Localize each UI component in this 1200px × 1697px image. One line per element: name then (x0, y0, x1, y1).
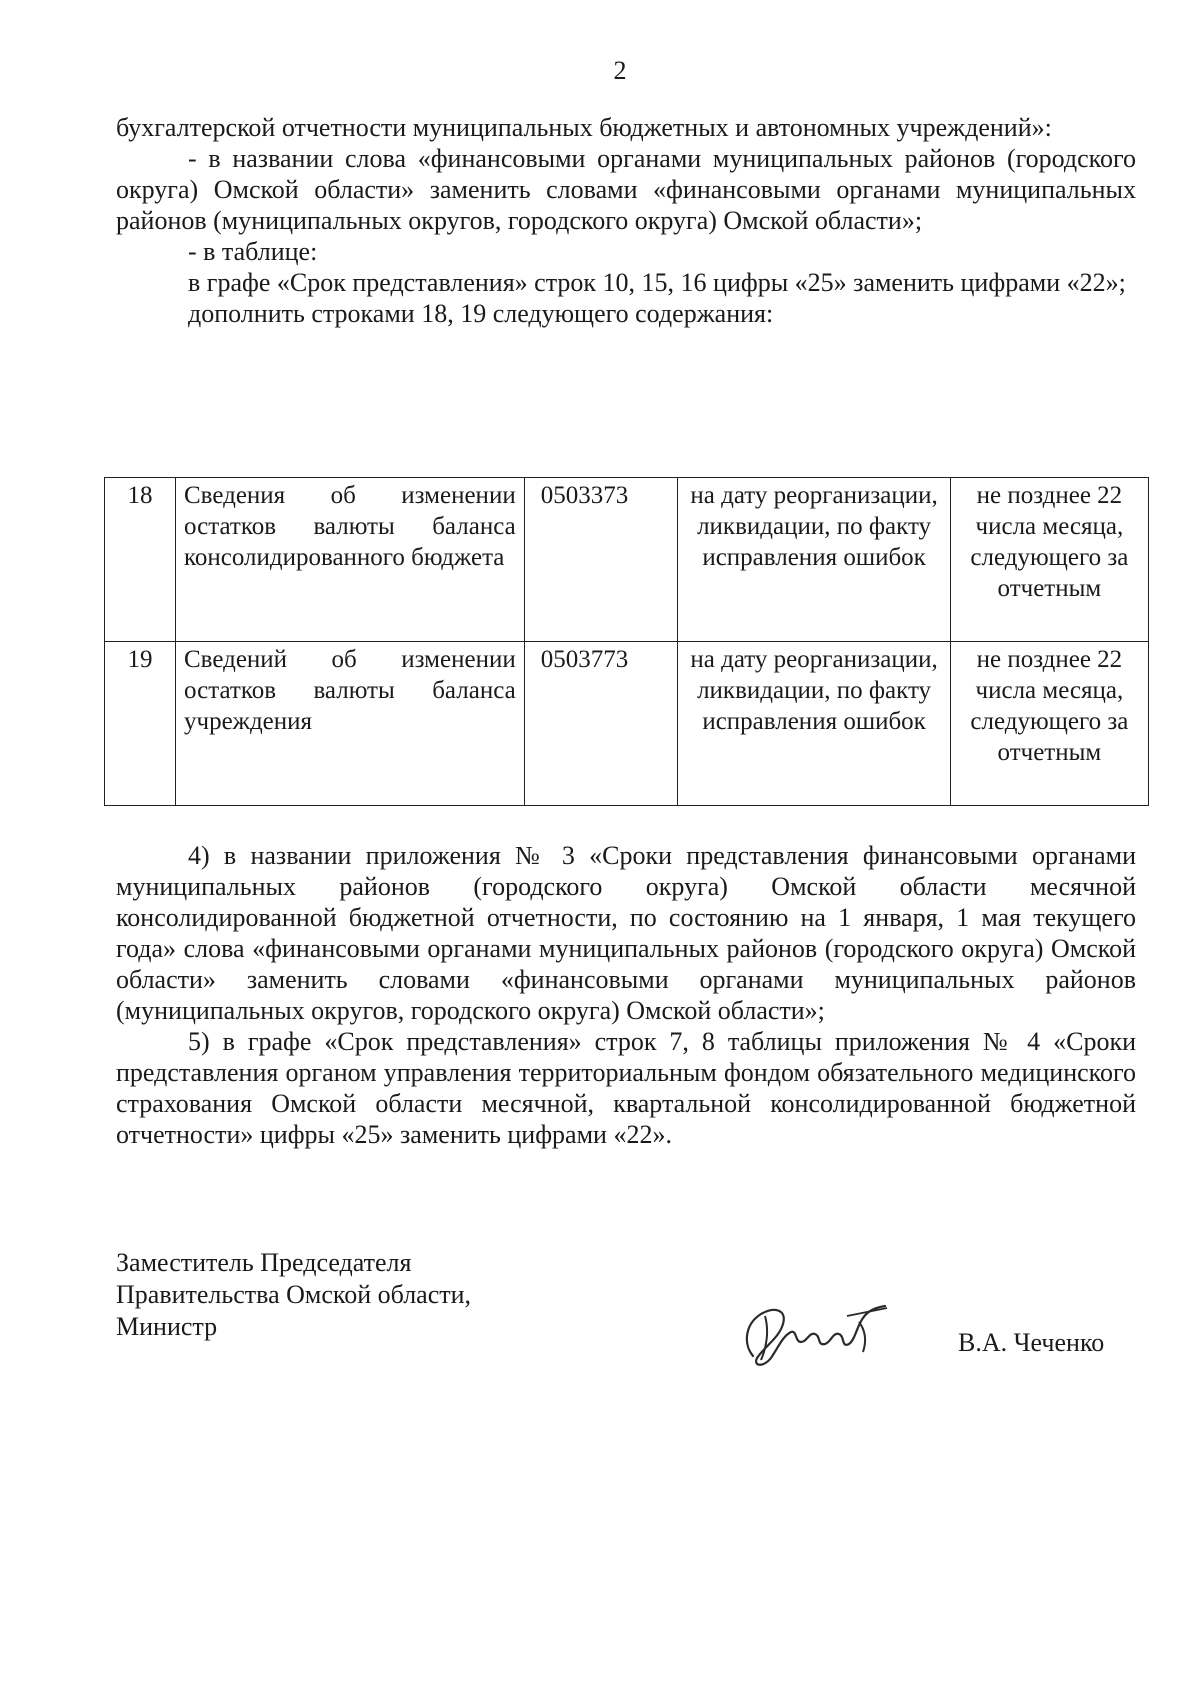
handwritten-signature (735, 1296, 895, 1372)
paragraph-4: 4) в названии приложения № 3 «Сроки представления финансовыми органами муниципальных районов (городского округа) Омской области месячной консолидированной бюджетной отчетности, по состоянию на 1 января, 1 мая текущего года» слова «финансовыми органами муниципальных районов (городского округа) Омской области» заменить словами «финансовыми органами муниципальных районов (муниципальных округов, городского округа) Омской области»; (116, 841, 1136, 1025)
row-code: 0503773 (524, 642, 678, 806)
signer-name: В.А. Чеченко (958, 1328, 1105, 1357)
row-deadline: не позднее 22 числа месяца, следующего за отчетным (950, 478, 1148, 642)
row-when: на дату реорганизации, ликвидации, по факту исправления ошибок (678, 478, 950, 642)
row-number: 19 (105, 642, 176, 806)
row-name: Сведения об изменении остатков валюты баланса консолидированного бюджета (176, 478, 525, 642)
row-deadline: не позднее 22 числа месяца, следующего за отчетным (950, 642, 1148, 806)
position-line: Правительства Омской области, (116, 1280, 472, 1309)
intro-line: бухгалтерской отчетности муниципальных бюджетных и автономных учреждений»: (116, 113, 1052, 142)
table-row (105, 642, 1149, 806)
position-line: Заместитель Председателя (116, 1248, 412, 1277)
row-name: Сведений об изменении остатков валюты баланса учреждения (176, 642, 525, 806)
name-change-item: - в названии слова «финансовыми органами муниципальных районов (городского округа) Омской области» заменить словами «финансовыми органами муниципальных районов (муниципальных округов, городского округа) Омской области»; (116, 144, 1136, 235)
row-number: 18 (105, 478, 176, 642)
table-row (105, 478, 1149, 642)
column-change-item: в графе «Срок представления» строк 10, 15, 16 цифры «25» заменить цифрами «22»; (188, 268, 1126, 297)
in-table-item: - в таблице: (188, 237, 318, 266)
row-when: на дату реорганизации, ликвидации, по факту исправления ошибок (678, 642, 950, 806)
document-body-top (116, 112, 1136, 329)
add-rows-item: дополнить строками 18, 19 следующего содержания: (188, 299, 774, 328)
row-code: 0503373 (524, 478, 678, 642)
document-body-bottom (116, 840, 1136, 1150)
position-line: Министр (116, 1312, 218, 1341)
page-number: 2 (613, 56, 627, 85)
paragraph-5: 5) в графе «Срок представления» строк 7, 8 таблицы приложения № 4 «Сроки представления органом управления территориальным фондом обязательного медицинского страхования Омской области месячной, квартальной консолидированной бюджетной отчетности» цифры «25» заменить цифрами «22». (116, 1027, 1136, 1149)
inserted-rows-table (104, 477, 1149, 806)
signatory-position (116, 1247, 471, 1343)
